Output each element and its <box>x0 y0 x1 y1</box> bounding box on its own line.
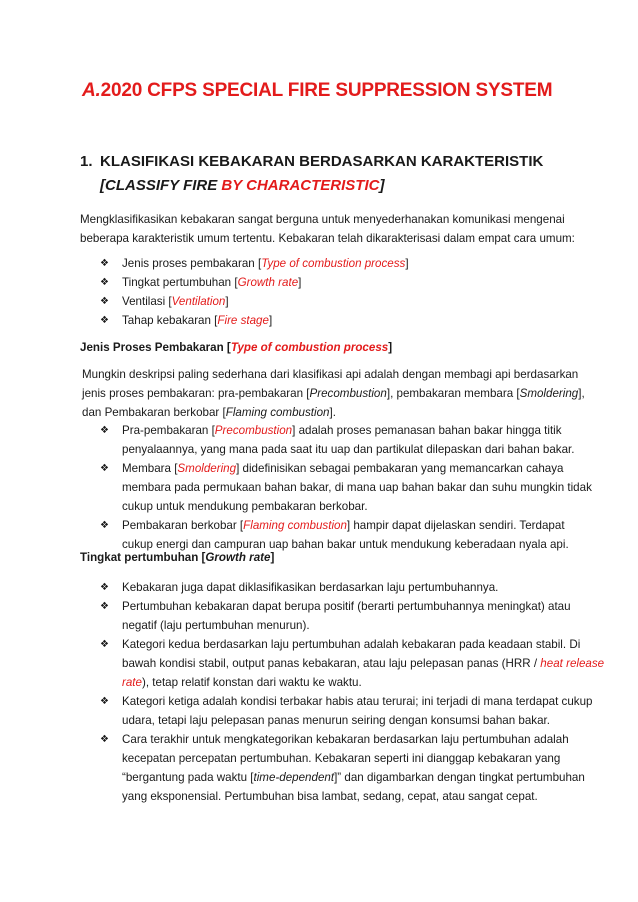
term: Type of combustion process <box>230 341 389 354</box>
term: rate <box>122 676 142 689</box>
bullet-icon: ❖ <box>100 463 109 474</box>
intro-paragraph <box>80 210 575 248</box>
combustion-bullet-list <box>100 421 592 554</box>
list-item: ❖ Kebakaran juga dapat diklasifikasikan berdasarkan laju pertumbuhannya. <box>100 578 604 597</box>
list-item: ❖ Kategori kedua berdasarkan laju pertumbuhan adalah kebakaran pada keadaan stabil. Di bawah kondisi stabil, output panas kebakaran, atau laju pelepasan panas (HRR / heat release rate), tetap relatif konstan dari waktu ke waktu. <box>100 635 604 692</box>
intro-bullet-list <box>100 254 409 330</box>
section-sub-open: [ <box>100 177 105 194</box>
bullet-icon: ❖ <box>100 425 109 436</box>
term: time-dependent <box>253 771 335 784</box>
term: heat release <box>540 657 605 670</box>
bullet-icon: ❖ <box>100 582 109 593</box>
section-sub-black: CLASSIFY FIRE <box>105 177 222 194</box>
intro-line: Mengklasifikasikan kebakaran sangat berguna untuk menyederhanakan komunikasi mengenai <box>80 213 565 226</box>
bullet-icon: ❖ <box>100 277 109 288</box>
list-item: ❖ Kategori ketiga adalah kondisi terbakar habis atau terurai; ini terjadi di mana terdapat cukup udara, tetapi laju pelepasan panas menurun seiring dengan konsumsi bahan bakar. <box>100 692 604 730</box>
term: Flaming combustion <box>243 519 347 532</box>
combustion-paragraph: Mungkin deskripsi paling sederhana dari klasifikasi api adalah dengan membagi api berdasarkan jenis proses pembakaran: pra-pembakaran [Precombustion], pembakaran membara [Smoldering], dan Pembakaran berkobar [Flaming combustion]. <box>82 368 585 419</box>
combustion-heading: Jenis Proses Pembakaran [Type of combustion process] <box>80 341 393 354</box>
list-item: ❖ Pra-pembakaran [Precombustion] adalah proses pemanasan bahan bakar hingga titik penyalaannya, yang mana pada saat itu uap dan partikulat dilepaskan dari bahan bakar. <box>100 421 592 459</box>
list-item: ❖ Tingkat pertumbuhan [Growth rate] <box>100 273 409 292</box>
intro-line: beberapa karakteristik umum tertentu. Kebakaran telah dikarakterisasi dalam empat cara umum: <box>80 232 575 245</box>
list-item: ❖ Pertumbuhan kebakaran dapat berupa positif (berarti pertumbuhannya meningkat) atau negatif (laju pertumbuhan menurun). <box>100 597 604 635</box>
growth-heading: Tingkat pertumbuhan [Growth rate] <box>80 551 275 564</box>
list-item: ❖ Tahap kebakaran [Fire stage] <box>100 311 409 330</box>
term: Smoldering <box>177 462 237 475</box>
list-item: ❖ Pembakaran berkobar [Flaming combustion] hampir dapat dijelaskan sendiri. Terdapat cukup energi dan campuran uap bahan bakar untuk mendukung keberadaan nyala api. <box>100 516 592 554</box>
bullet-icon: ❖ <box>100 520 109 531</box>
section-number: 1. <box>80 153 93 170</box>
list-item: ❖ Jenis proses pembakaran [Type of combustion process] <box>100 254 409 273</box>
bullet-icon: ❖ <box>100 315 109 326</box>
section-sub-close: ] <box>379 177 385 194</box>
list-item: ❖ Membara [Smoldering] didefinisikan sebagai pembakaran yang memancarkan cahaya membara pada permukaan bahan bakar, di mana uap bahan bakar dan suhu mungkin tidak cukup untuk mendukung pembakaran berkobar. <box>100 459 592 516</box>
term: Growth rate <box>237 276 299 289</box>
term: Flaming combustion <box>225 406 330 419</box>
term: Precombustion <box>214 424 293 437</box>
bullet-icon: ❖ <box>100 734 109 745</box>
term: Ventilation <box>171 295 226 308</box>
list-item: ❖ Ventilasi [Ventilation] <box>100 292 409 311</box>
term: Smoldering <box>519 387 579 400</box>
section-heading <box>80 150 543 198</box>
section-heading-text: KLASIFIKASI KEBAKARAN BERDASARKAN KARAKTERISTIK <box>100 153 544 170</box>
term: Type of combustion process <box>261 257 406 270</box>
bullet-icon: ❖ <box>100 696 109 707</box>
bullet-icon: ❖ <box>100 639 109 650</box>
growth-bullet-list <box>100 578 604 806</box>
title-letter: A. <box>82 80 101 101</box>
title-text: 2020 CFPS SPECIAL FIRE SUPPRESSION SYSTEM <box>100 80 553 101</box>
bullet-icon: ❖ <box>100 296 109 307</box>
term: Fire stage <box>217 314 269 327</box>
section-sub-red: BY CHARACTERISTIC <box>221 177 380 194</box>
page-title <box>82 80 552 102</box>
term: Growth rate <box>205 551 271 564</box>
list-item: ❖ Cara terakhir untuk mengkategorikan kebakaran berdasarkan laju pertumbuhan adalah kecepatan percepatan pertumbuhan. Kebakaran seperti ini dianggap kebakaran yang “bergantung pada waktu [time-dependent]” dan digambarkan dengan tingkat pertumbuhan yang eksponensial. Pertumbuhan bisa lambat, sedang, cepat, atau sangat cepat. <box>100 730 604 806</box>
bullet-icon: ❖ <box>100 601 109 612</box>
bullet-icon: ❖ <box>100 258 109 269</box>
term: Precombustion <box>309 387 387 400</box>
